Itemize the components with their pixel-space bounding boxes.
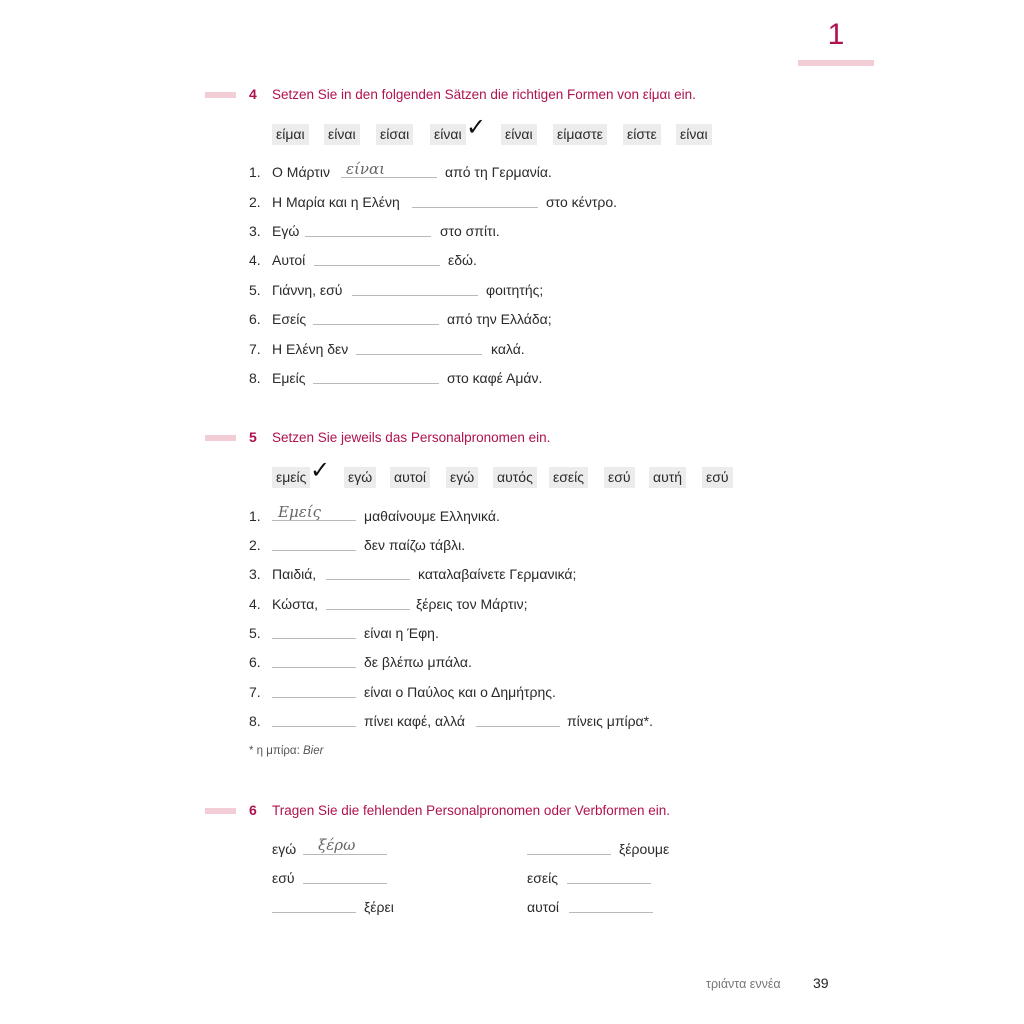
item-number: 6. [249,311,261,327]
item-number: 7. [249,684,261,700]
word-chip: αυτοί [390,467,430,488]
sentence-end: στο καφέ Αμάν. [447,370,543,386]
answer-blank[interactable] [313,383,439,384]
exercise-6-marker [205,808,236,814]
verb-label: ξέρει [364,899,394,915]
sentence-middle: πίνει καφέ, αλλά [364,713,466,729]
exercise-5-number: 5 [249,429,257,445]
answer-blank[interactable] [326,609,410,610]
answer-blank[interactable] [356,354,482,355]
sentence-end: εδώ. [448,252,477,268]
answer-blank[interactable] [352,295,478,296]
exercise-5-instruction: Setzen Sie jeweils das Personalpronomen ein. [272,430,551,445]
word-chip: είμαστε [553,124,607,145]
checkmark-icon: ✓ [310,457,331,484]
item-number: 3. [249,566,261,582]
sentence-end: στο σπίτι. [440,223,500,239]
item-number: 4. [249,252,261,268]
answer-blank[interactable] [527,854,611,855]
exercise-5-marker [205,435,236,441]
answer-blank[interactable] [272,912,356,913]
word-chip: είστε [623,124,661,145]
answer-blank[interactable] [272,638,356,639]
word-chip: είναι [501,124,537,145]
answer-blank[interactable] [313,324,439,325]
sentence-end: ξέρεις τον Μάρτιν; [416,596,528,612]
sentence-start: Παιδιά, [272,566,317,582]
verb-label: ξέρουμε [619,841,670,857]
item-number: 2. [249,194,261,210]
item-number: 5. [249,282,261,298]
pronoun-label: εσείς [527,870,558,886]
page-number-words: τριάντα εννέα [706,977,781,991]
sentence-start: Κώστα, [272,596,319,612]
answer-blank[interactable] [272,667,356,668]
sentence-start: Ο Μάρτιν [272,164,330,180]
chapter-number: 1 [827,18,845,51]
item-number: 7. [249,341,261,357]
sentence-end: καλά. [491,341,525,357]
item-number: 8. [249,370,261,386]
exercise-4-marker [205,92,236,98]
word-chip: είμαι [272,124,309,145]
sentence-end: φοιτητής; [486,282,544,298]
word-chip: είσαι [376,124,413,145]
sentence-end: καταλαβαίνετε Γερμανικά; [418,566,577,582]
sentence-start: Αυτοί [272,252,306,268]
answer-blank[interactable] [476,726,560,727]
footnote [249,745,323,757]
answer-blank[interactable] [314,265,440,266]
word-chip: εγώ [446,467,478,488]
word-chip: είναι [324,124,360,145]
sentence-end: είναι ο Παύλος και ο Δημήτρης. [364,684,556,700]
sentence-end: δεν παίζω τάβλι. [364,537,466,553]
item-number: 1. [249,164,261,180]
word-chip: είναι [430,124,466,145]
word-chip: εγώ [344,467,376,488]
item-number: 2. [249,537,261,553]
word-chip: εσύ [604,467,635,488]
sentence-end: πίνεις μπίρα*. [567,713,653,729]
item-number: 5. [249,625,261,641]
sentence-start: Η Ελένη δεν [272,341,349,357]
pronoun-label: αυτοί [527,899,559,915]
word-chip: είναι [676,124,712,145]
sentence-start: Εμείς [272,370,306,386]
handwritten-answer: Εμείς [278,503,322,521]
item-number: 1. [249,508,261,524]
word-chip: εσύ [702,467,733,488]
item-number: 4. [249,596,261,612]
answer-blank[interactable] [272,697,356,698]
handwritten-answer: είναι [346,160,386,178]
answer-blank[interactable] [272,726,356,727]
pronoun-label: εγώ [272,841,297,857]
answer-blank[interactable] [303,883,387,884]
answer-blank[interactable] [412,207,538,208]
sentence-end: από τη Γερμανία. [445,164,552,180]
word-chip: αυτός [493,467,537,488]
word-chip: εμείς [272,467,310,488]
item-number: 3. [249,223,261,239]
footnote-translation: Bier [302,745,324,757]
exercise-6-instruction: Tragen Sie die fehlenden Personalpronomen oder Verbformen ein. [272,803,671,818]
pronoun-label: εσύ [272,870,295,886]
answer-blank[interactable] [305,236,431,237]
sentence-start: Εσείς [272,311,307,327]
word-chip: εσείς [549,467,588,488]
exercise-4-number: 4 [249,86,257,102]
item-number: 8. [249,713,261,729]
answer-blank[interactable] [569,912,653,913]
sentence-start: Η Μαρία και η Ελένη [272,194,400,210]
answer-blank[interactable] [303,854,387,855]
answer-blank[interactable] [272,550,356,551]
handwritten-answer: ξέρω [318,836,356,854]
footnote-term: * η μπίρα: [249,745,303,757]
answer-blank[interactable] [567,883,651,884]
sentence-end: μαθαίνουμε Ελληνικά. [364,508,500,524]
exercise-6-number: 6 [249,802,257,818]
page-number: 39 [813,975,829,991]
checkmark-icon: ✓ [466,114,487,141]
sentence-end: είναι η Έφη. [364,625,439,641]
chapter-bar [798,60,874,66]
exercise-4-instruction: Setzen Sie in den folgenden Sätzen die richtigen Formen von είμαι ein. [272,87,696,102]
sentence-end: δε βλέπω μπάλα. [364,654,472,670]
sentence-end: από την Ελλάδα; [447,311,552,327]
sentence-end: στο κέντρο. [546,194,618,210]
item-number: 6. [249,654,261,670]
sentence-start: Γιάννη, εσύ [272,282,343,298]
sentence-start: Εγώ [272,223,300,239]
answer-blank[interactable] [326,579,410,580]
word-chip: αυτή [649,467,686,488]
